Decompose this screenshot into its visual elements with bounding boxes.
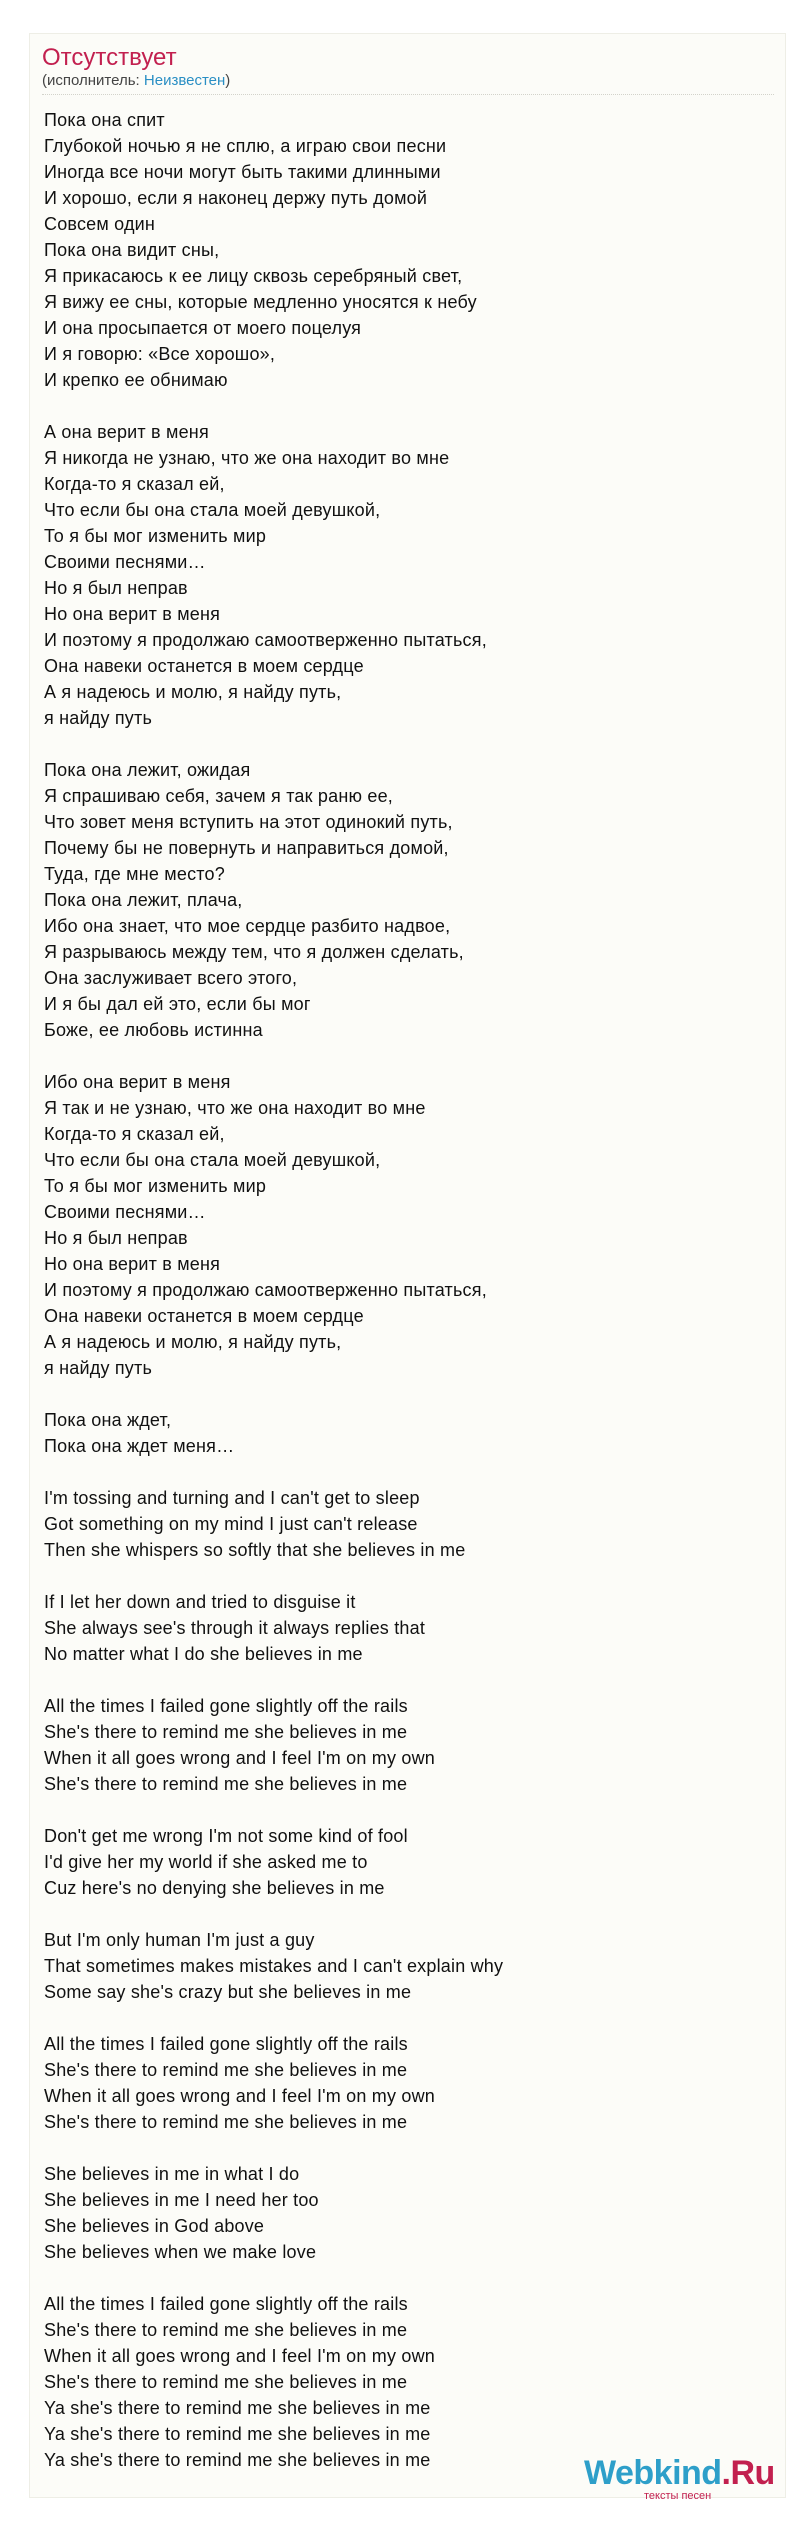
song-title: Отсутствует bbox=[42, 44, 177, 71]
lyric-line: Я разрываюсь между тем, что я должен сделать, bbox=[44, 942, 464, 962]
lyric-line: Своими песнями… bbox=[44, 1202, 206, 1222]
lyric-line: Что если бы она стала моей девушкой, bbox=[44, 500, 381, 520]
logo-wordmark bbox=[584, 2453, 775, 2493]
lyric-line: Что зовет меня вступить на этот одинокий путь, bbox=[44, 812, 453, 832]
lyric-line: Cuz here's no denying she believes in me bbox=[44, 1878, 385, 1898]
lyric-line: Я вижу ее сны, которые медленно уносятся к небу bbox=[44, 292, 477, 312]
lyric-line: Она навеки останется в моем сердце bbox=[44, 1306, 364, 1326]
lyric-line: When it all goes wrong and I feel I'm on my own bbox=[44, 1748, 436, 1768]
lyrics-stanza bbox=[44, 1693, 764, 1797]
lyrics-text bbox=[44, 107, 764, 2499]
lyric-line: Почему бы не повернуть и направиться домой, bbox=[44, 838, 449, 858]
lyric-line: All the times I failed gone slightly off the rails bbox=[44, 2294, 408, 2314]
lyric-line: И я говорю: «Все хорошо», bbox=[44, 344, 276, 364]
lyric-line: Пока она ждет, bbox=[44, 1410, 172, 1430]
lyric-line: Глубокой ночью я не сплю, а играю свои песни bbox=[44, 136, 447, 156]
lyric-line: She believes in me I need her too bbox=[44, 2190, 319, 2210]
lyric-line: Пока она лежит, плача, bbox=[44, 890, 243, 910]
lyric-line: А я надеюсь и молю, я найду путь, bbox=[44, 682, 342, 702]
lyric-line: When it all goes wrong and I feel I'm on my own bbox=[44, 2346, 436, 2366]
header-divider bbox=[42, 94, 774, 95]
logo-name: Webkind bbox=[584, 2454, 722, 2492]
lyric-line: Пока она видит сны, bbox=[44, 240, 220, 260]
lyric-line: Но я был неправ bbox=[44, 1228, 188, 1248]
lyric-line: я найду путь bbox=[44, 1358, 153, 1378]
artist-prefix: (исполнитель: bbox=[42, 72, 140, 89]
lyrics-stanza bbox=[44, 2031, 764, 2135]
lyrics-stanza bbox=[44, 2161, 764, 2265]
lyric-line: То я бы мог изменить мир bbox=[44, 1176, 267, 1196]
lyric-line: All the times I failed gone slightly off the rails bbox=[44, 2034, 408, 2054]
lyric-line: Don't get me wrong I'm not some kind of fool bbox=[44, 1826, 408, 1846]
lyric-line: No matter what I do she believes in me bbox=[44, 1644, 363, 1664]
lyrics-stanza bbox=[44, 1069, 764, 1381]
lyric-line: She always see's through it always replies that bbox=[44, 1618, 426, 1638]
lyric-line: Some say she's crazy but she believes in me bbox=[44, 1982, 412, 2002]
lyric-line: That sometimes makes mistakes and I can't explain why bbox=[44, 1956, 504, 1976]
lyric-line: И крепко ее обнимаю bbox=[44, 370, 228, 390]
lyrics-stanza bbox=[44, 1823, 764, 1901]
lyric-line: И я бы дал ей это, если бы мог bbox=[44, 994, 311, 1014]
lyric-line: Боже, ее любовь истинна bbox=[44, 1020, 263, 1040]
lyric-line: All the times I failed gone slightly off the rails bbox=[44, 1696, 408, 1716]
lyrics-stanza bbox=[44, 1407, 764, 1459]
lyric-line: Но она верит в меня bbox=[44, 1254, 221, 1274]
lyrics-stanza bbox=[44, 107, 764, 393]
lyric-line: Ya she's there to remind me she believes in me bbox=[44, 2398, 431, 2418]
lyric-line: Она заслуживает всего этого, bbox=[44, 968, 298, 988]
lyric-line: Туда, где мне место? bbox=[44, 864, 225, 884]
lyric-line: Ибо она верит в меня bbox=[44, 1072, 231, 1092]
lyric-line: Then she whispers so softly that she believes in me bbox=[44, 1540, 466, 1560]
lyric-line: А я надеюсь и молю, я найду путь, bbox=[44, 1332, 342, 1352]
lyric-line: Ya she's there to remind me she believes in me bbox=[44, 2424, 431, 2444]
logo-tagline: тексты песен bbox=[644, 2490, 712, 2502]
lyric-line: Я спрашиваю себя, зачем я так раню ее, bbox=[44, 786, 394, 806]
lyric-line: Пока она лежит, ожидая bbox=[44, 760, 251, 780]
artist-line bbox=[42, 72, 230, 90]
lyric-line: But I'm only human I'm just a guy bbox=[44, 1930, 315, 1950]
lyrics-stanza bbox=[44, 2291, 764, 2473]
lyric-line: Что если бы она стала моей девушкой, bbox=[44, 1150, 381, 1170]
lyric-line: Своими песнями… bbox=[44, 552, 206, 572]
lyric-line: Совсем один bbox=[44, 214, 156, 234]
lyric-line: Когда-то я сказал ей, bbox=[44, 474, 225, 494]
lyrics-stanza bbox=[44, 1485, 764, 1563]
lyric-line: Я так и не узнаю, что же она находит во мне bbox=[44, 1098, 426, 1118]
lyric-line: She's there to remind me she believes in me bbox=[44, 1774, 408, 1794]
lyric-line: She believes when we make love bbox=[44, 2242, 317, 2262]
lyric-line: я найду путь bbox=[44, 708, 153, 728]
lyrics-stanza bbox=[44, 1589, 764, 1667]
lyrics-stanza bbox=[44, 757, 764, 1043]
lyric-line: Ибо она знает, что мое сердце разбито надвое, bbox=[44, 916, 451, 936]
lyric-line: Я никогда не узнаю, что же она находит во мне bbox=[44, 448, 450, 468]
lyric-line: She's there to remind me she believes in me bbox=[44, 2320, 408, 2340]
artist-link[interactable]: Неизвестен bbox=[143, 72, 226, 89]
logo-tld: .Ru bbox=[721, 2454, 775, 2492]
lyric-line: I'd give her my world if she asked me to bbox=[44, 1852, 368, 1872]
lyric-line: Иногда все ночи могут быть такими длинными bbox=[44, 162, 441, 182]
lyrics-stanza bbox=[44, 419, 764, 731]
lyric-line: If I let her down and tried to disguise it bbox=[44, 1592, 356, 1612]
lyric-line: Got something on my mind I just can't release bbox=[44, 1514, 418, 1534]
lyric-line: Когда-то я сказал ей, bbox=[44, 1124, 225, 1144]
lyric-line: When it all goes wrong and I feel I'm on my own bbox=[44, 2086, 436, 2106]
lyric-line: А она верит в меня bbox=[44, 422, 209, 442]
lyric-line: Но она верит в меня bbox=[44, 604, 221, 624]
lyric-line: She's there to remind me she believes in me bbox=[44, 2060, 408, 2080]
lyric-line: Пока она спит bbox=[44, 110, 165, 130]
lyric-line: Я прикасаюсь к ее лицу сквозь серебряный свет, bbox=[44, 266, 463, 286]
lyrics-stanza bbox=[44, 1927, 764, 2005]
lyric-line: И она просыпается от моего поцелуя bbox=[44, 318, 362, 338]
lyric-line: She's there to remind me she believes in me bbox=[44, 1722, 408, 1742]
lyric-line: She believes in me in what I do bbox=[44, 2164, 300, 2184]
lyric-line: She's there to remind me she believes in me bbox=[44, 2112, 408, 2132]
lyric-line: Но я был неправ bbox=[44, 578, 188, 598]
lyric-line: Ya she's there to remind me she believes in me bbox=[44, 2450, 431, 2470]
lyric-line: I'm tossing and turning and I can't get to sleep bbox=[44, 1488, 420, 1508]
lyric-line: She believes in God above bbox=[44, 2216, 265, 2236]
lyric-line: То я бы мог изменить мир bbox=[44, 526, 267, 546]
lyric-line: И хорошо, если я наконец держу путь домой bbox=[44, 188, 428, 208]
webkind-logo[interactable] bbox=[584, 2453, 774, 2503]
lyric-line: She's there to remind me she believes in me bbox=[44, 2372, 408, 2392]
lyric-line: Она навеки останется в моем сердце bbox=[44, 656, 364, 676]
lyric-line: Пока она ждет меня… bbox=[44, 1436, 235, 1456]
artist-suffix: ) bbox=[225, 72, 231, 89]
lyric-line: И поэтому я продолжаю самоотверженно пытаться, bbox=[44, 1280, 487, 1300]
lyric-line: И поэтому я продолжаю самоотверженно пытаться, bbox=[44, 630, 487, 650]
